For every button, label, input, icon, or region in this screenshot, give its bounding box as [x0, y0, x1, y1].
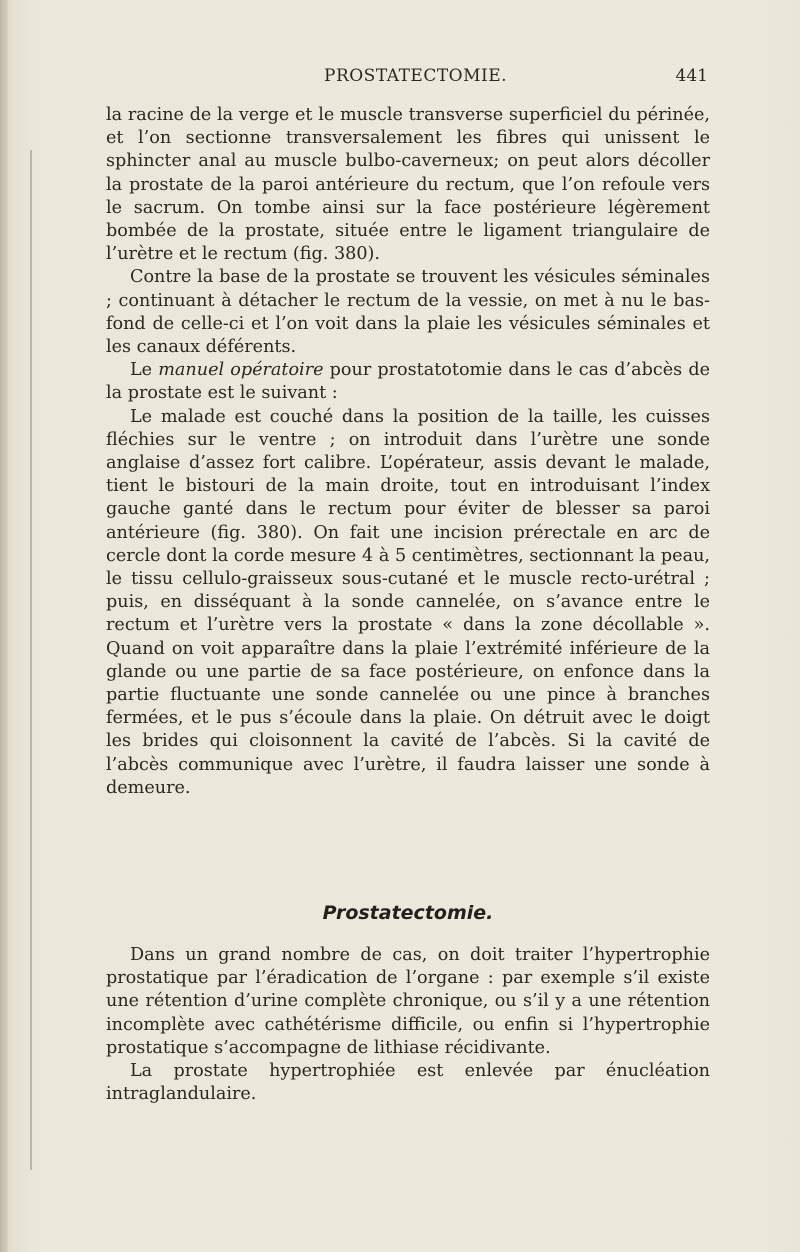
paragraph-manuel	[106, 359, 710, 405]
paragraph-continuation: la racine de la verge et le muscle transverse superficiel du périnée, et l’on sectionne transversalement les fibres qui unissent le sphincter anal au muscle bulbo-caverneux; on peut alors décoller la prostate de la paroi antérieure du rectum, que l’on refoule vers le sacrum. On tombe ainsi sur la face postérieure légèrement bombée de la prostate, située entre le ligament triangulaire de l’urètre et le rectum (fig. 380).	[106, 105, 710, 265]
paragraph-manuel-emphasis: manuel opératoire	[158, 360, 324, 381]
binding-edge	[0, 0, 8, 1252]
paragraph-indications: Dans un grand nombre de cas, on doit traiter l’hypertrophie prostatique par l’éradication de l’organe : par exemple s’il existe une rétention d’urine complète chronique, ou s’il y a une rétention incomplète avec cathétérisme difficile, ou enfin si l’hypertrophie prostatique s’accompagne de lithiase récidivante.	[106, 945, 710, 1058]
paragraph-procedure: Le malade est couché dans la position de la taille, les cuisses fléchies sur le ventre ; on introduit dans l’urètre une sonde anglaise d’assez fort calibre. L’opérateur, assis devant le malade, tient le bistouri de la main droite, tout en introduisant l’index gauche ganté dans le rectum pour éviter de blesser sa paroi antérieure (fig. 380). On fait une incision prérectale en arc de cercle dont la corde mesure 4 à 5 centimètres, sectionnant la peau, le tissu cellulo-graisseux sous-cutané et le muscle recto-urétral ; puis, en disséquant à la sonde cannelée, on s’avance entre le rectum et l’urètre vers la prostate « dans la zone décollable ». Quand on voit apparaître dans la plaie l’extrémité inférieure de la glande ou une partie de sa face postérieure, on enfonce dans la partie fluctuante une sonde cannelée ou une pince à branches fermées, et le pus s’écoule dans la plaie. On détruit avec le doigt les brides qui cloisonnent la cavité de l’abcès. Si la cavité de l’abcès communique avec l’urètre, il faudra laisser une sonde à demeure.	[106, 406, 710, 798]
running-title: PROSTATECTOMIE.	[324, 66, 508, 86]
page-number: 441	[675, 66, 708, 86]
running-head	[108, 66, 708, 94]
body-text	[106, 104, 710, 800]
section-heading: Prostatectomie.	[322, 902, 494, 924]
margin-rule	[30, 150, 32, 1170]
section-body-text	[106, 944, 710, 1106]
paragraph-manuel-rest: pour prostatotomie dans le cas d’abcès de la prostate est le suivant :	[106, 360, 710, 404]
paragraph-manuel-lead: Le	[130, 360, 159, 381]
paragraph-vesicules: Contre la base de la prostate se trouvent les vésicules séminales ; continuant à détacher le rectum de la vessie, on met à nu le bas-fond de celle-ci et l’on voit dans la plaie les vésicules séminales et les canaux déférents.	[106, 267, 710, 358]
paragraph-enucleation: La prostate hypertrophiée est enlevée par énucléation intraglandulaire.	[106, 1061, 710, 1105]
